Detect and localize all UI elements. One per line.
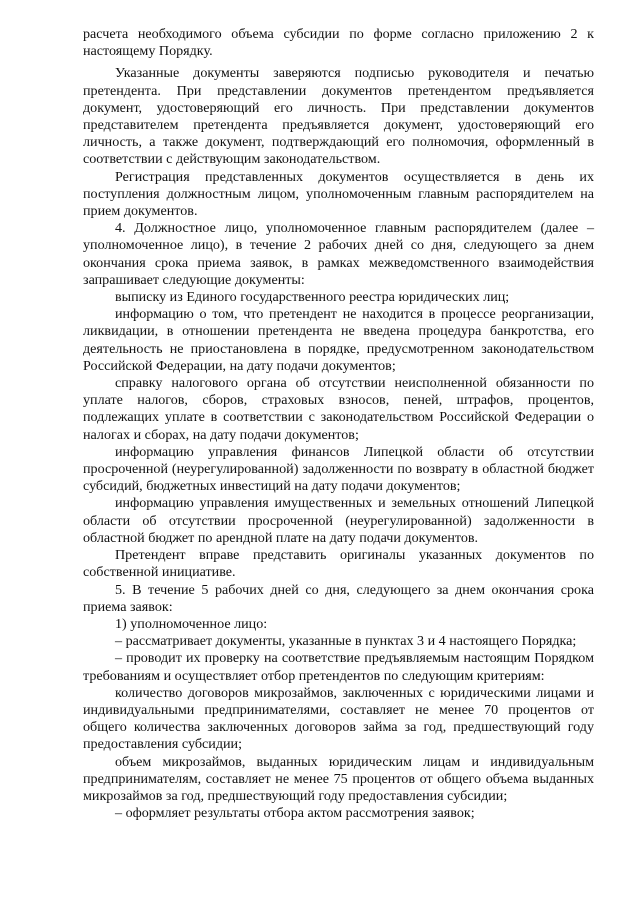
paragraph-7: справку налогового органа об отсутствии неисполненной обязанности по уплате налогов, сборов, страховых взносов, пеней, штрафов, процентов, подлежащих уплате в соответствии с законодательством Российской Федерации о налогах и сборах, на дату подачи документов; <box>83 375 594 443</box>
paragraph-16: объем микрозаймов, выданных юридическим лицам и индивидуальным предпринимателям, составляет не менее 75 процентов от общего объема выданных микрозаймов за год, предшествующий году предоставления субсидии; <box>83 753 594 804</box>
paragraph-14: – проводит их проверку на соответствие предъявляемым настоящим Порядком требованиям и осуществляет отбор претендентов по следующим критериям: <box>83 650 594 684</box>
paragraph-15: количество договоров микрозаймов, заключенных с юридическими лицами и индивидуальными предпринимателями, составляет не менее 70 процентов от общего количества заключенных договоров займа за год, предшествующий году предоставления субсидии; <box>83 684 594 753</box>
paragraph-3: Регистрация представленных документов осуществляется в день их поступления должностным лицом, уполномоченным главным распорядителем на прием документов. <box>83 168 594 220</box>
paragraph-8: информацию управления финансов Липецкой области об отсутствии просроченной (неурегулированной) задолженности по возврату в областной бюджет субсидий, бюджетных инвестиций на дату подачи документов; <box>83 443 594 495</box>
paragraph-6: информацию о том, что претендент не находится в процессе реорганизации, ликвидации, в отношении претендента не введена процедура банкротства, его деятельность не приостановлена в порядке, предусмотренном законодательством Российской Федерации, на дату подачи документов; <box>83 306 594 374</box>
paragraph-17: – оформляет результаты отбора актом рассмотрения заявок; <box>115 805 475 822</box>
paragraph-2: Указанные документы заверяются подписью руководителя и печатью претендента. При представлении документов претендентом предъявляется документ, удостоверяющий его личность. При представлении документов представителем претендента предъявляется документ, удостоверяющий его личность, а также документ, подтверждающий его полномочия, оформленный в соответствии с действующим законодательством. <box>83 65 594 168</box>
paragraph-10: Претендент вправе представить оригиналы указанных документов по собственной инициативе. <box>83 547 594 581</box>
paragraph-13: – рассматривает документы, указанные в пунктах 3 и 4 настоящего Порядка; <box>115 633 577 650</box>
paragraph-11: 5. В течение 5 рабочих дней со дня, следующего за днем окончания срока приема заявок: <box>83 581 594 615</box>
paragraph-12: 1) уполномоченное лицо: <box>115 615 268 632</box>
paragraph-1: расчета необходимого объема субсидии по форме согласно приложению 2 к настоящему Порядку. <box>83 26 594 60</box>
paragraph-9: информацию управления имущественных и земельных отношений Липецкой области об отсутствии просроченной (неурегулированной) задолженности в областной бюджет по арендной плате на дату подачи документов. <box>83 495 594 546</box>
paragraph-5: выписку из Единого государственного реестра юридических лиц; <box>115 289 510 306</box>
paragraph-4: 4. Должностное лицо, уполномоченное главным распорядителем (далее – уполномоченное лицо), в течение 2 рабочих дней со дня, следующего за днем окончания срока приема заявок, в рамках межведомственного взаимодействия запрашивает следующие документы: <box>83 220 594 288</box>
